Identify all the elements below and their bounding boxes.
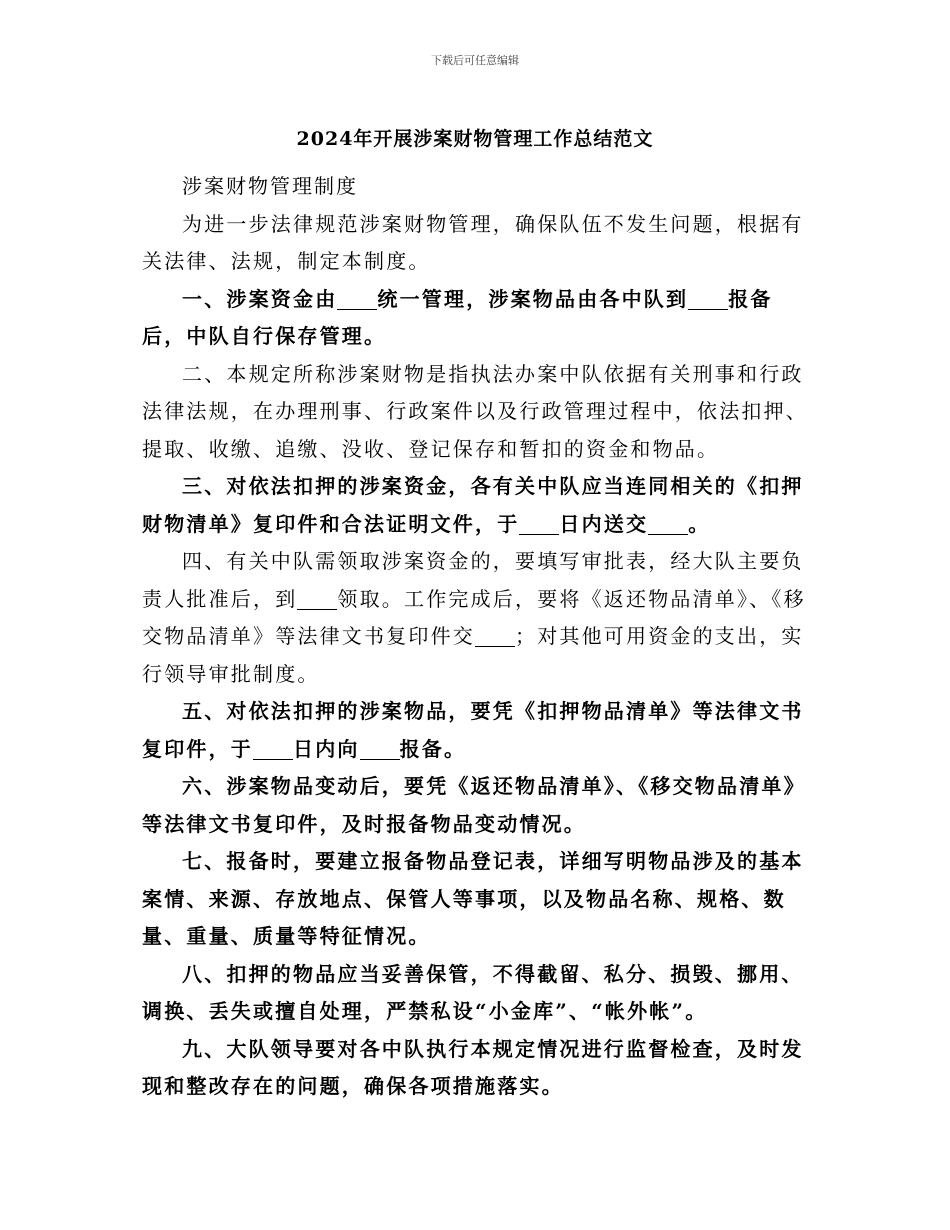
paragraph: [142, 768, 814, 843]
fill-in-blank: [688, 289, 728, 310]
paragraph-text: 一、涉案资金由: [182, 286, 338, 311]
paragraph: [142, 356, 814, 469]
fill-in-blank: [648, 514, 688, 535]
paragraph-text: 三、对依法扣押的涉案资金，各有关中队应当连同相关的《扣押财物清单》复印件和合法证明文件，于: [142, 474, 804, 536]
paragraph-text: 二、本规定所称涉案财物是指执法办案中队依据有关刑事和行政法律法规，在办理刑事、行政案件以及行政管理过程中，依法扣押、提取、收缴、追缴、没收、登记保存和暂扣的资金和物品。: [142, 361, 808, 461]
paragraph-text: 五、对依法扣押的涉案物品，要凭《扣押物品清单》等法律文书复印件，于: [142, 699, 804, 761]
fill-in-blank: [475, 626, 515, 647]
paragraph-text: 日内送交: [559, 511, 649, 536]
paragraph: [142, 543, 814, 693]
paragraph-text: 报备。: [399, 736, 467, 761]
paragraph: [142, 693, 814, 768]
fill-in-blank: [337, 289, 377, 310]
document-body: [142, 168, 814, 1106]
paragraph-text: 四、有关中队需领取涉案资金的，要填写审批表，经大队主要负责人批准后，到: [142, 549, 804, 611]
document-title: 2024年开展涉案财物管理工作总结范文: [296, 128, 654, 150]
paragraph-text: 统一管理，涉案物品由各中队到: [377, 286, 689, 311]
paragraph-text: 。: [688, 511, 711, 536]
paragraph-text: 为进一步法律规范涉案财物管理，确保队伍不发生问题，根据有关法律、法规，制定本制度。: [142, 211, 804, 273]
paragraph-text: 日内向: [293, 736, 360, 761]
page-header-note: 下载后可任意编辑: [431, 54, 519, 67]
fill-in-blank: [360, 739, 400, 760]
paragraph-text: 九、大队领导要对各中队执行本规定情况进行监督检查，及时发现和整改存在的问题，确保各项措施落实。: [142, 1036, 804, 1098]
paragraph-text: ；对其他可用资金的支出，实行领导审批制度。: [142, 624, 804, 686]
paragraph: [142, 206, 814, 281]
paragraph: [142, 843, 814, 956]
paragraph-text: 报备后，中队自行保存管理。: [142, 286, 773, 348]
paragraph-list: [142, 206, 814, 1106]
paragraph-text: 八、扣押的物品应当妥善保管，不得截留、私分、损毁、挪用、调换、丢失或擅自处理，严禁私设“小金库”、“帐外帐”。: [142, 961, 804, 1023]
paragraph: [142, 956, 814, 1031]
paragraph-text: 六、涉案物品变动后，要凭《返还物品清单》、《移交物品清单》等法律文书复印件，及时报备物品变动情况。: [142, 774, 806, 836]
paragraph: [142, 468, 814, 543]
fill-in-blank: [297, 589, 337, 610]
paragraph: [142, 281, 814, 356]
paragraph-text: 七、报备时，要建立报备物品登记表，详细写明物品涉及的基本案情、来源、存放地点、保管人等事项，以及物品名称、规格、数量、重量、质量等特征情况。: [142, 849, 804, 948]
document-subtitle: 涉案财物管理制度: [182, 174, 358, 198]
paragraph: [142, 1031, 814, 1106]
fill-in-blank: [519, 514, 559, 535]
fill-in-blank: [253, 739, 293, 760]
paragraph-text: 领取。工作完成后，要将《返还物品清单》、《移交物品清单》等法律文书复印件交: [142, 586, 806, 648]
